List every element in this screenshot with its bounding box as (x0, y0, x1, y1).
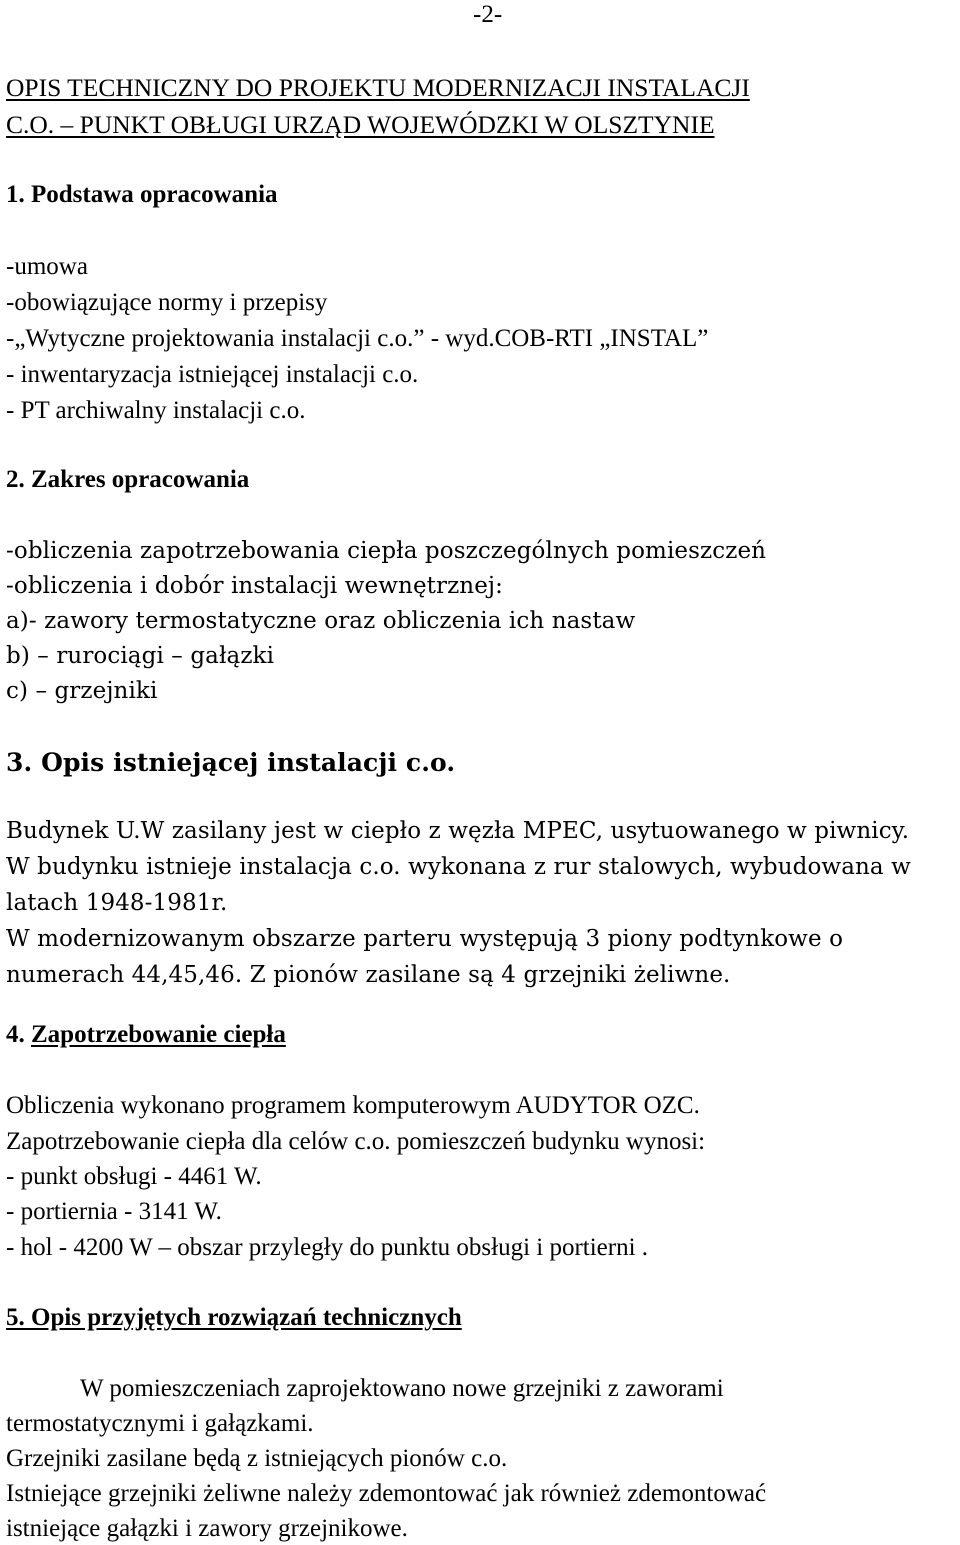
section-2-item: -obliczenia i dobór instalacji wewnętrznej: (6, 573, 504, 599)
section-4-heading-number: 4. (6, 1021, 31, 1048)
section-5-line: Grzejniki zasilane będą z istniejących pionów c.o. (6, 1445, 508, 1472)
section-1-item: - PT archiwalny instalacji c.o. (6, 397, 306, 424)
section-4-line: Obliczenia wykonano programem komputerowym AUDYTOR OZC. (6, 1092, 700, 1119)
section-3-line: W budynku istnieje instalacja c.o. wykonana z rur stalowych, wybudowana w (6, 854, 911, 880)
section-4-heading (6, 1020, 286, 1050)
section-5-line: termostatycznymi i gałązkami. (6, 1410, 314, 1437)
section-3-heading: 3. Opis istniejącej instalacji c.o. (6, 748, 456, 777)
section-3-line: latach 1948-1981r. (6, 890, 228, 916)
title-line-1: OPIS TECHNICZNY DO PROJEKTU MODERNIZACJI INSTALACJI (6, 73, 750, 102)
section-2-item: a)- zawory termostatyczne oraz obliczenia ich nastaw (6, 608, 636, 634)
section-1-item: -umowa (6, 253, 88, 280)
section-4-heading-text: Zapotrzebowanie ciepła (31, 1021, 286, 1048)
page-number: -2- (473, 1, 503, 28)
section-3-line: numerach 44,45,46. Z pionów zasilane są 4 grzejniki żeliwne. (6, 962, 731, 988)
section-1-item: -obowiązujące normy i przepisy (6, 289, 328, 316)
section-5-line: Istniejące grzejniki żeliwne należy zdemontować jak również zdemontować (6, 1480, 767, 1507)
section-5-line: istniejące gałązki i zawory grzejnikowe. (6, 1515, 408, 1542)
section-1-heading: 1. Podstawa opracowania (6, 181, 278, 208)
section-2-item: -obliczenia zapotrzebowania ciepła poszczególnych pomieszczeń (6, 538, 767, 564)
section-3-line: W modernizowanym obszarze parteru występują 3 piony podtynkowe o (6, 926, 844, 952)
section-4-line: - portiernia - 3141 W. (6, 1198, 222, 1225)
section-1-item: -„Wytyczne projektowania instalacji c.o.” - wyd.COB-RTI „INSTAL” (6, 325, 709, 352)
section-5-line: W pomieszczeniach zaprojektowano nowe grzejniki z zaworami (80, 1375, 724, 1402)
section-2-heading: 2. Zakres opracowania (6, 466, 250, 493)
section-5-heading: 5. Opis przyjętych rozwiązań technicznych (6, 1304, 462, 1331)
section-4-line: Zapotrzebowanie ciepła dla celów c.o. pomieszczeń budynku wynosi: (6, 1128, 706, 1155)
section-4-line: - hol - 4200 W – obszar przyległy do punktu obsługi i portierni . (6, 1234, 649, 1261)
section-4-line: - punkt obsługi - 4461 W. (6, 1163, 262, 1190)
section-2-item: b) – rurociągi – gałązki (6, 643, 275, 669)
section-2-item: c) – grzejniki (6, 678, 158, 704)
section-3-line: Budynek U.W zasilany jest w ciepło z węzła MPEC, usytuowanego w piwnicy. (6, 818, 910, 844)
section-1-item: - inwentaryzacja istniejącej instalacji c.o. (6, 361, 419, 388)
title-line-2: C.O. – PUNKT OBŁUGI URZĄD WOJEWÓDZKI W OLSZTYNIE (6, 110, 715, 139)
